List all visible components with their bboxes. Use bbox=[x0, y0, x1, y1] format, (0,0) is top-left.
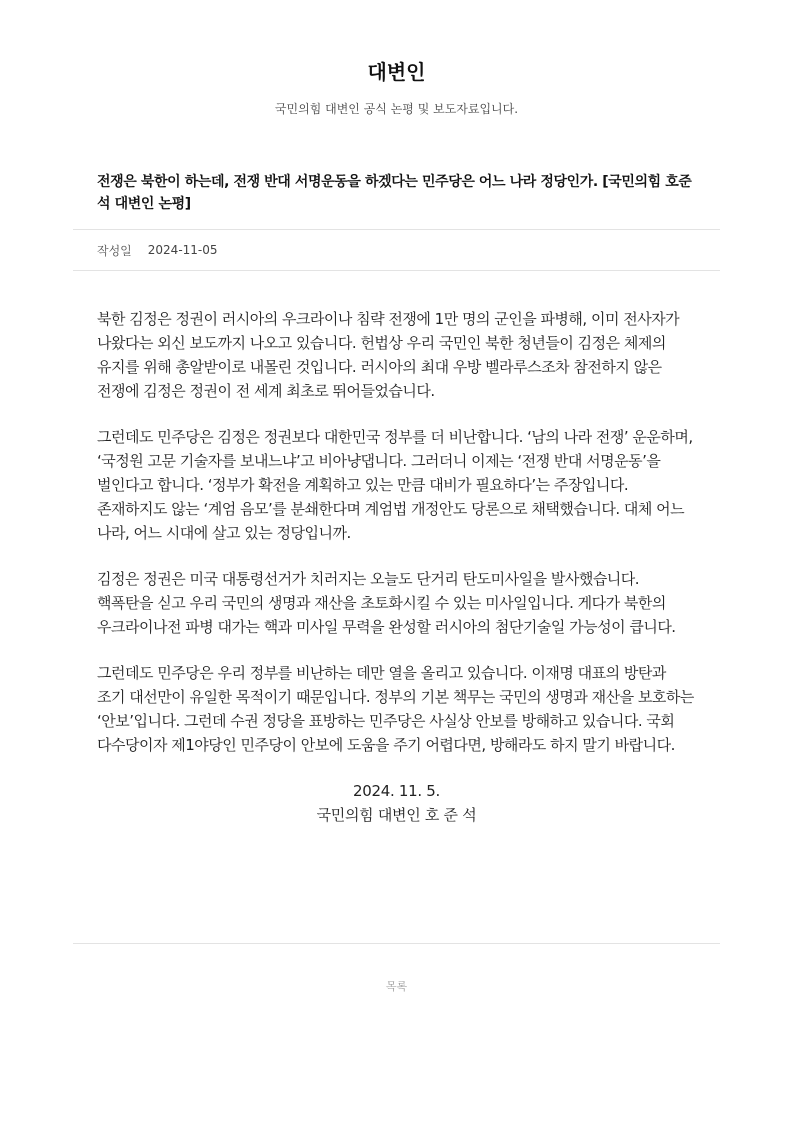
list-button[interactable]: 목록 bbox=[385, 980, 408, 993]
body-paragraph: 그런데도 민주당은 우리 정부를 비난하는 데만 열을 올리고 있습니다. 이재명 대표의 방탄과 조기 대선만이 유일한 목적이기 때문입니다. 정부의 기본 책무는 국민의 생명과 재산을 보호하는 ‘안보’입니다. 그런데 수권 정당을 표방하는 민주당은 사실상 안보를 방해하고 있습니다. 국회 다수당이자 제1야당인 민주당이 안보에 도움을 주기 어렵다면, 방해라도 하지 말기 바랍니다. bbox=[97, 664, 694, 754]
signature-author: 국민의힘 대변인 호 준 석 bbox=[316, 806, 477, 824]
site-title: 대변인 bbox=[367, 60, 426, 84]
footer-divider bbox=[73, 943, 720, 944]
body-paragraph: 그런데도 민주당은 김정은 정권보다 대한민국 정부를 더 비난합니다. ‘남의 나라 전쟁’ 운운하며, ‘국정원 고문 기술자를 보내느냐’고 비아냥댑니다. 그러더니 이제는 ‘전쟁 반대 서명운동’을 벌인다고 합니다. ‘정부가 확전을 계획하고 있는 만큼 대비가 필요하다’는 주장입니다. 존재하지도 않는 ‘계엄 음모’를 분쇄한다며 계엄법 개정안도 당론으로 채택했습니다. 대체 어느 나라, 어느 시대에 살고 있는 정당입니까. bbox=[97, 428, 693, 542]
date-value: 2024-11-05 bbox=[147, 243, 218, 257]
article bbox=[73, 157, 720, 827]
signature-date: 2024. 11. 5. bbox=[352, 782, 441, 800]
article-meta bbox=[73, 229, 720, 271]
date-label: 작성일 bbox=[97, 243, 132, 258]
site-subtitle: 국민의힘 대변인 공식 논평 및 보도자료입니다. bbox=[274, 102, 519, 116]
page-header bbox=[0, 0, 793, 118]
body-paragraph: 북한 김정은 정권이 러시아의 우크라이나 침략 전쟁에 1만 명의 군인을 파병해, 이미 전사자가 나왔다는 외신 보도까지 나오고 있습니다. 헌법상 우리 국민인 북한 청년들이 김정은 체제의 유지를 위해 총알받이로 내몰린 것입니다. 러시아의 최대 우방 벨라루스조차 참전하지 않은 전쟁에 김정은 정권이 전 세계 최초로 뛰어들었습니다. bbox=[97, 310, 680, 400]
signature bbox=[97, 779, 696, 827]
article-body bbox=[73, 271, 720, 827]
body-paragraph: 김정은 정권은 미국 대통령선거가 치러지는 오늘도 단거리 탄도미사일을 발사했습니다. 핵폭탄을 싣고 우리 국민의 생명과 재산을 초토화시킬 수 있는 미사일입니다. 게다가 북한의 우크라이나전 파병 대가는 핵과 미사일 무력을 완성할 러시아의 첨단기술일 가능성이 큽니다. bbox=[97, 570, 676, 636]
article-title: 전쟁은 북한이 하는데, 전쟁 반대 서명운동을 하겠다는 민주당은 어느 나라 정당인가. [국민의힘 호준석 대변인 논평] bbox=[97, 174, 692, 212]
